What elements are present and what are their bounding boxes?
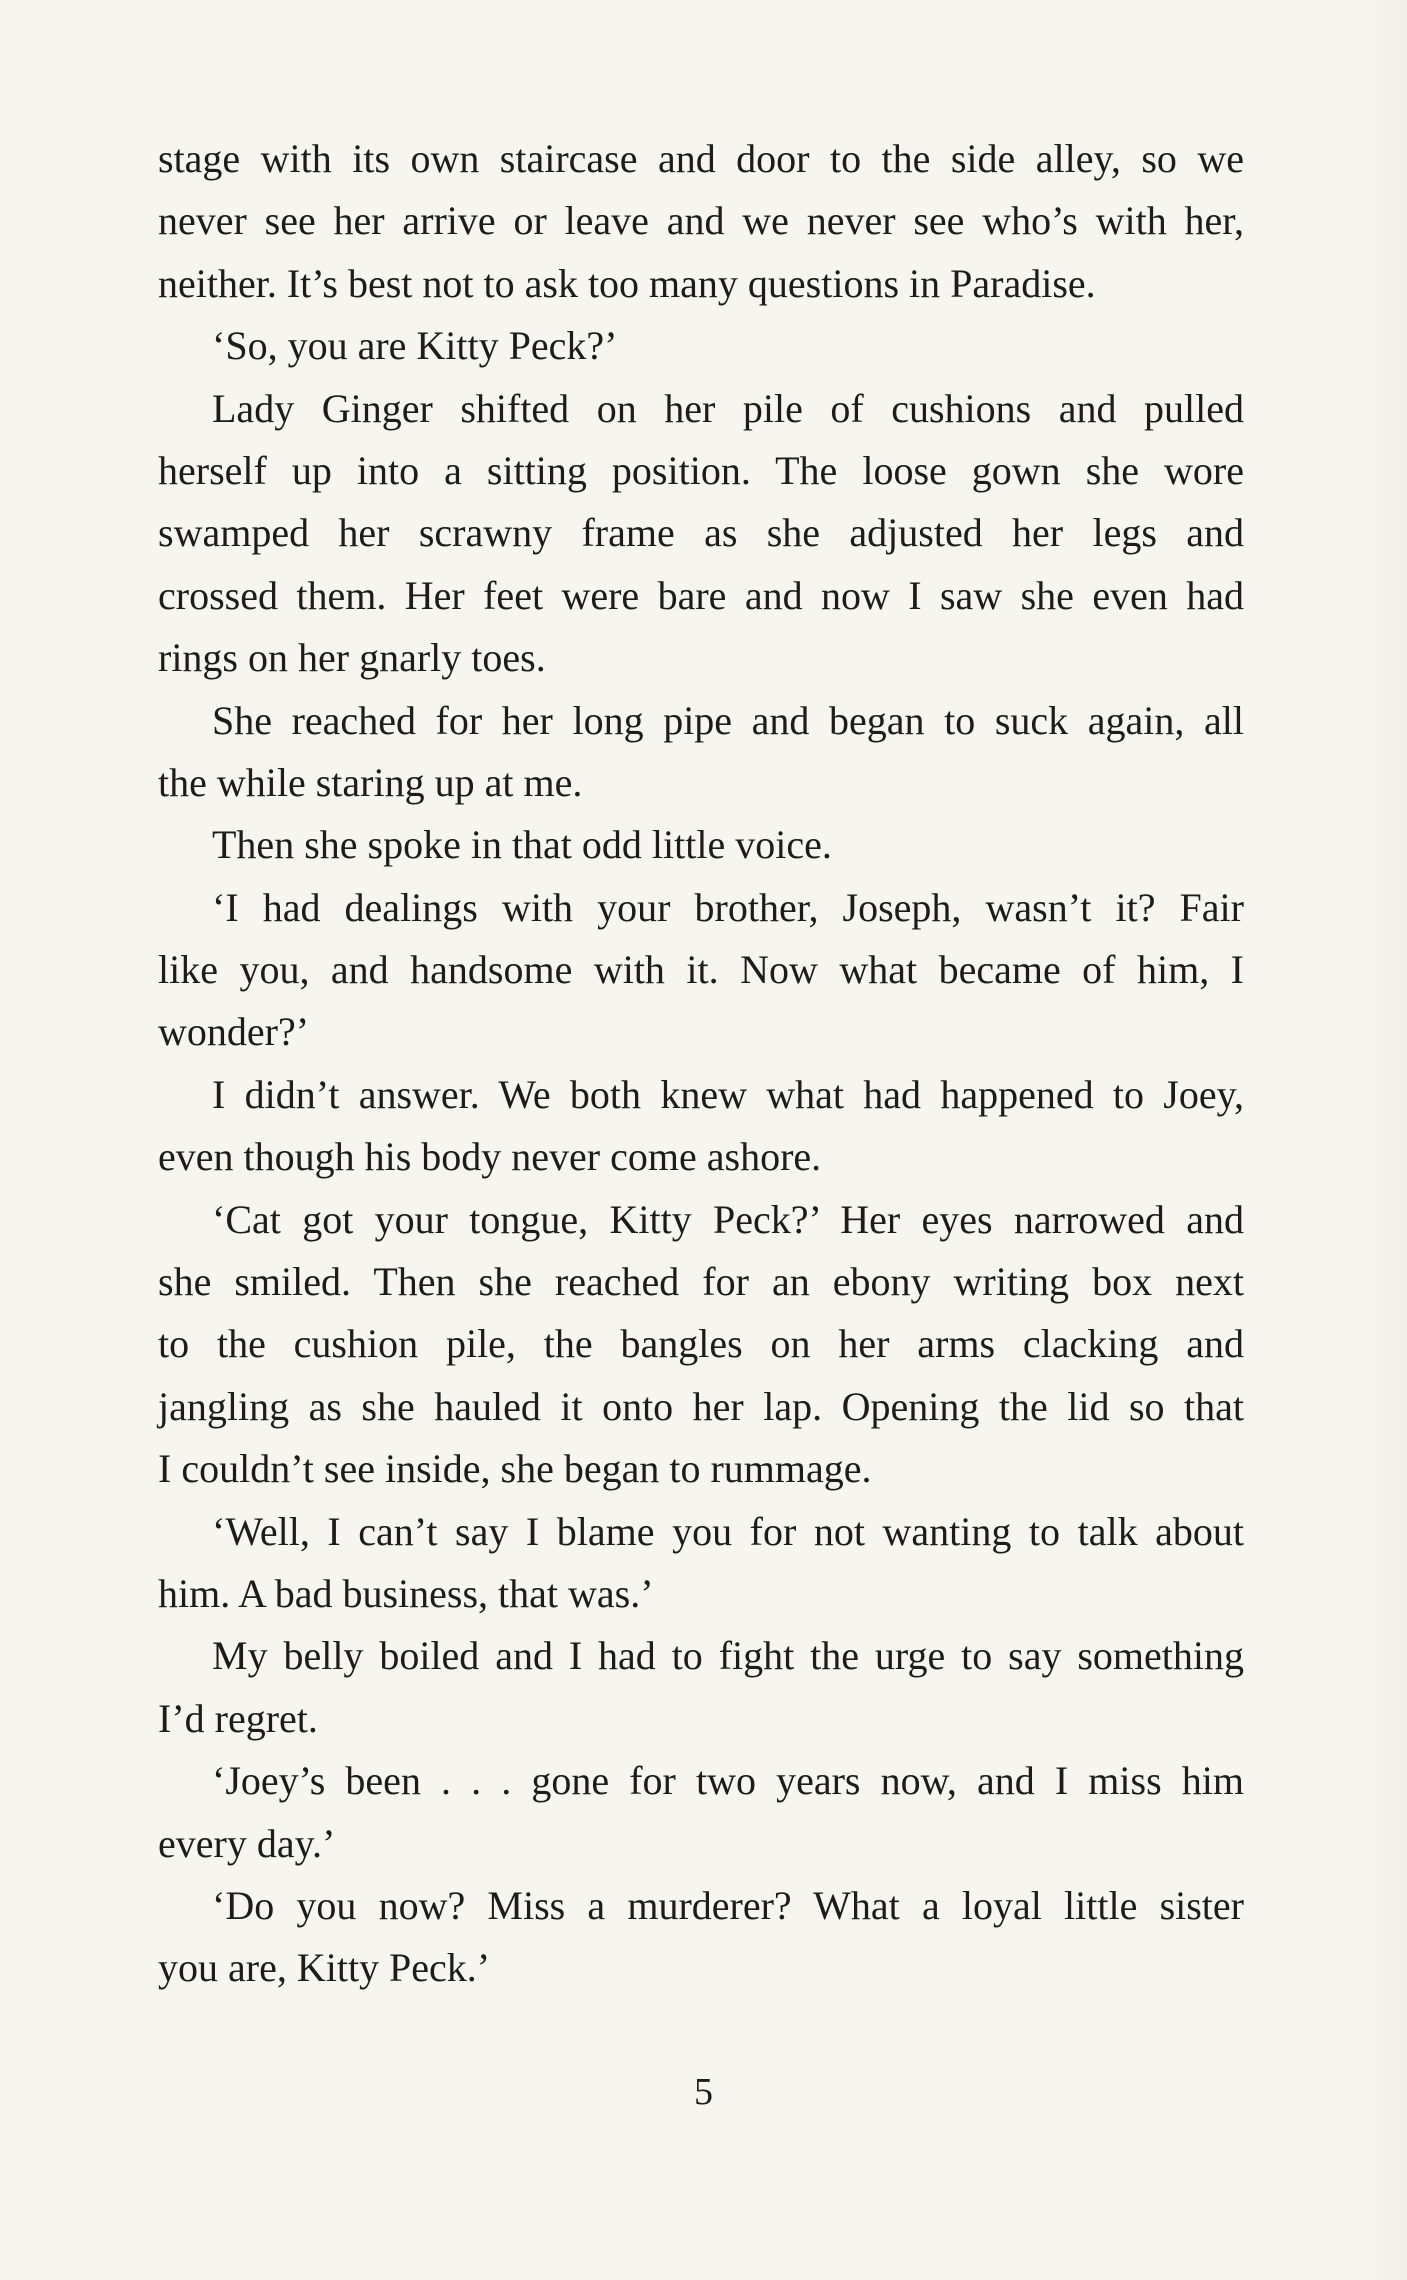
text-line: even though his body never come ashore. — [158, 1134, 822, 1180]
text-line: My belly boiled and I had to fight the urge to say something — [212, 1633, 1244, 1679]
text-line: like you, and handsome with it. Now what became of him, I — [158, 947, 1244, 993]
text-line: I’d regret. — [158, 1695, 318, 1741]
text-line: to the cushion pile, the bangles on her arms clacking and — [158, 1321, 1244, 1367]
text-line: Then she spoke in that odd little voice. — [212, 822, 832, 868]
text-line: ‘Joey’s been . . . gone for two years now, and I miss him — [212, 1758, 1244, 1804]
text-line: you are, Kitty Peck.’ — [158, 1945, 491, 1991]
text-line: ‘I had dealings with your brother, Joseph, wasn’t it? Fair — [212, 884, 1244, 930]
text-line: ‘Do you now? Miss a murderer? What a loyal little sister — [212, 1882, 1244, 1928]
text-line: ‘Well, I can’t say I blame you for not wanting to talk about — [212, 1508, 1244, 1554]
text-line: neither. It’s best not to ask too many questions in Paradise. — [158, 260, 1096, 306]
text-line: Lady Ginger shifted on her pile of cushions and pulled — [212, 385, 1244, 431]
text-line: herself up into a sitting position. The loose gown she wore — [158, 447, 1244, 493]
body-text — [158, 128, 1244, 2000]
text-line: stage with its own staircase and door to the side alley, so we — [158, 136, 1244, 181]
text-line: I couldn’t see inside, she began to rummage. — [158, 1446, 872, 1492]
text-line: She reached for her long pipe and began to suck again, all — [212, 697, 1244, 743]
page-number: 5 — [694, 2071, 713, 2113]
text-line: I didn’t answer. We both knew what had happened to Joey, — [212, 1071, 1244, 1117]
text-line: rings on her gnarly toes. — [158, 635, 546, 681]
text-line: jangling as she hauled it onto her lap. Opening the lid so that — [158, 1383, 1244, 1429]
text-line: ‘Cat got your tongue, Kitty Peck?’ Her eyes narrowed and — [212, 1196, 1244, 1242]
text-line: ‘So, you are Kitty Peck?’ — [212, 323, 618, 369]
text-line: wonder?’ — [158, 1009, 310, 1055]
text-line: crossed them. Her feet were bare and now I saw she even had — [158, 572, 1244, 618]
scan-edge-shadow — [1367, 0, 1407, 2280]
text-line: him. A bad business, that was.’ — [158, 1570, 654, 1616]
text-line: every day.’ — [158, 1820, 336, 1866]
text-line: she smiled. Then she reached for an ebony writing box next — [158, 1259, 1244, 1305]
text-line: swamped her scrawny frame as she adjusted her legs and — [158, 510, 1244, 556]
text-line: the while staring up at me. — [158, 759, 583, 805]
text-line: never see her arrive or leave and we never see who’s with her, — [158, 198, 1244, 244]
